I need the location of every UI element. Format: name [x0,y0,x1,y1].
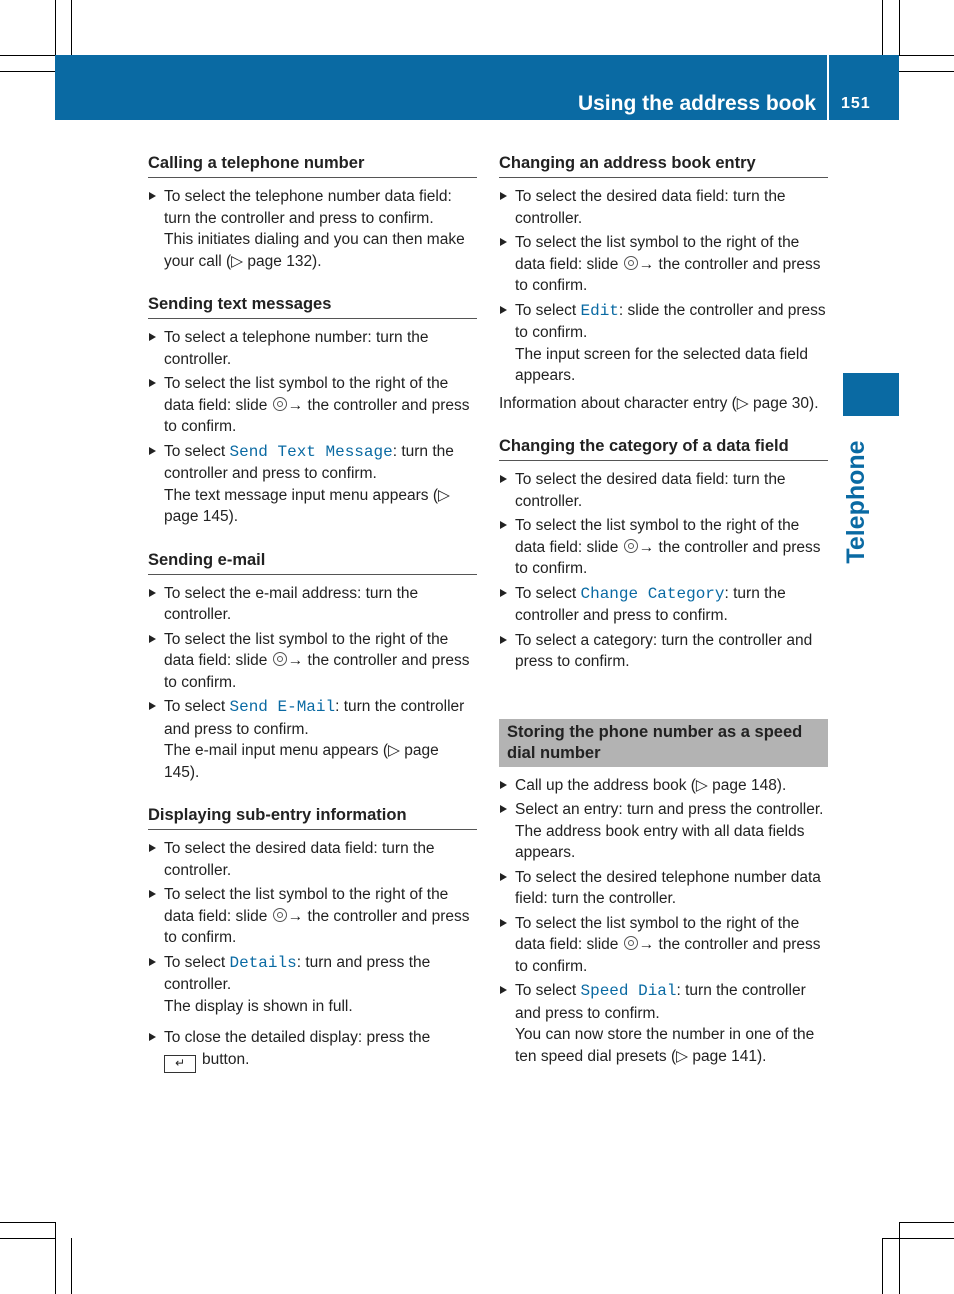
crop-mark [71,0,72,55]
step-text: Select an entry: turn and press the controller. [515,801,824,818]
section-heading: Displaying sub-entry information [148,805,477,830]
step-item [499,913,828,978]
section-heading: Calling a telephone number [148,153,477,178]
controller-slide-right-icon [273,908,287,922]
crop-mark [899,55,954,56]
controller-slide-right-icon [273,652,287,666]
chapter-tab [843,373,899,416]
step-item [148,441,477,528]
page-title: Using the address book [577,92,816,115]
step-text: To select [515,982,581,999]
step-text: To select the desired data field: turn the controller. [515,188,786,227]
step-list [148,186,477,272]
step-text: : turn the controller and press to confirm. [164,442,454,482]
menu-command: Change Category [580,584,725,603]
step-text: To select [515,301,581,319]
step-text: To select a telephone number: turn the controller. [164,329,429,368]
step-list [499,469,828,673]
step-item [148,952,477,1018]
step-text: → the controller and press to confirm. [515,538,821,577]
right-column [499,153,828,1089]
step-text: To select the list symbol to the right of the data field: slide [164,886,449,925]
step-item [499,186,828,229]
section-heading: Changing an address book entry [499,153,828,178]
step-note: You can now store the number in one of the ten speed dial presets (▷ page 141). [515,1026,815,1065]
step-text: → the controller and press to confirm. [164,396,470,435]
section-calling [148,153,477,272]
chapter-label: Telephone [842,440,870,564]
step-item [148,629,477,694]
step-text: → the controller and press to confirm. [164,652,470,691]
crop-mark [882,1238,954,1239]
section-speed-dial [499,719,828,1068]
step-text: To close the detailed display: press the [164,1029,431,1046]
crop-mark [55,0,56,55]
crop-mark [899,71,954,72]
step-item [499,799,828,864]
section-heading: Sending e-mail [148,550,477,575]
step-text: To select [164,698,230,715]
step-item [499,583,828,627]
controller-slide-right-icon [624,539,638,553]
step-note: The input screen for the selected data field appears. [515,345,808,384]
step-item [148,1027,477,1073]
step-text: To select the list symbol to the right of the data field: slide [164,375,449,414]
step-text: To select the desired data field: turn the controller. [515,471,786,510]
step-text: To select the list symbol to the right of the data field: slide [515,234,800,273]
step-list [148,327,477,528]
crop-mark [71,1238,72,1294]
section-change-entry [499,153,828,414]
step-text: : turn the controller and press to confirm. [515,584,786,624]
step-item [499,630,828,673]
section-change-category [499,436,828,673]
section-sms [148,294,477,528]
step-item [499,515,828,580]
step-item [499,980,828,1067]
crop-mark [882,1238,883,1294]
step-text: : slide the controller and press to confirm. [515,301,826,341]
menu-command: Send Text Message [229,442,393,461]
header-divider [827,55,829,120]
step-item [499,775,828,797]
step-item [499,469,828,512]
step-item [499,232,828,297]
step-item [499,300,828,387]
step-item [148,838,477,881]
section-heading: Sending text messages [148,294,477,319]
step-text: → the controller and press to confirm. [515,936,821,975]
controller-slide-right-icon [273,397,287,411]
step-text: To select [164,953,230,971]
crop-mark [899,0,900,55]
step-list [148,583,477,784]
crop-mark [899,1222,954,1223]
step-text: → the controller and press to confirm. [515,255,821,294]
page-header [55,55,899,120]
step-item [499,867,828,910]
controller-slide-right-icon [624,256,638,270]
step-text: → the controller and press to confirm. [164,907,470,946]
step-text: button. [202,1050,250,1068]
step-note: The text message input menu appears (▷ page 145). [164,486,450,525]
crop-mark [0,71,55,72]
section-subentry [148,805,477,1073]
info-paragraph: Information about character entry (▷ page 30). [499,394,819,412]
step-note: This initiates dialing and you can then make your call (▷ page 132). [164,231,465,270]
step-text: To select a category: turn the controller and press to confirm. [515,631,813,670]
section-email [148,550,477,784]
crop-mark [55,1222,56,1294]
menu-command: Speed Dial [580,982,677,1000]
step-text: To select the telephone number data field: turn the controller and press to confirm. [164,188,452,227]
step-item [148,696,477,783]
back-button-icon: ↵ [164,1055,196,1073]
crop-mark [899,1222,900,1294]
crop-mark [0,1238,55,1239]
step-item [148,327,477,370]
step-text: To select the desired telephone number data field: turn the controller. [515,868,821,907]
controller-slide-right-icon [624,936,638,950]
left-column [148,153,477,1095]
step-item [148,186,477,272]
menu-command: Details [229,953,297,972]
highlighted-heading: Storing the phone number as a speed dial number [499,719,828,767]
step-text: : turn and press the controller. [164,953,431,993]
step-list [499,775,828,1068]
step-list [148,838,477,1073]
menu-command: Send E-Mail [229,698,336,716]
step-text: : turn the controller and press to confirm. [515,982,806,1022]
crop-mark [882,0,883,55]
step-note: The e-mail input menu appears (▷ page 145). [164,742,439,781]
step-text: To select the list symbol to the right of the data field: slide [515,914,800,953]
step-text: To select the list symbol to the right of the data field: slide [164,630,449,669]
step-item [148,583,477,626]
crop-mark [0,55,55,56]
step-item [148,884,477,949]
step-text: To select the desired data field: turn the controller. [164,840,435,879]
step-text: To select [515,584,581,602]
step-text: To select the e-mail address: turn the controller. [164,584,419,623]
step-text: To select [164,442,230,460]
section-heading: Changing the category of a data field [499,436,828,461]
step-text: To select the list symbol to the right of the data field: slide [515,517,800,556]
step-text: Call up the address book (▷ page 148). [515,776,787,794]
step-item [148,373,477,438]
step-list [499,186,828,387]
page-number: 151 [841,95,871,112]
menu-command: Edit [580,301,619,320]
step-note: The address book entry with all data fields appears. [515,822,805,861]
step-text: : turn the controller and press to confirm. [164,698,465,738]
crop-mark [0,1222,55,1223]
step-note: The display is shown in full. [164,997,353,1015]
